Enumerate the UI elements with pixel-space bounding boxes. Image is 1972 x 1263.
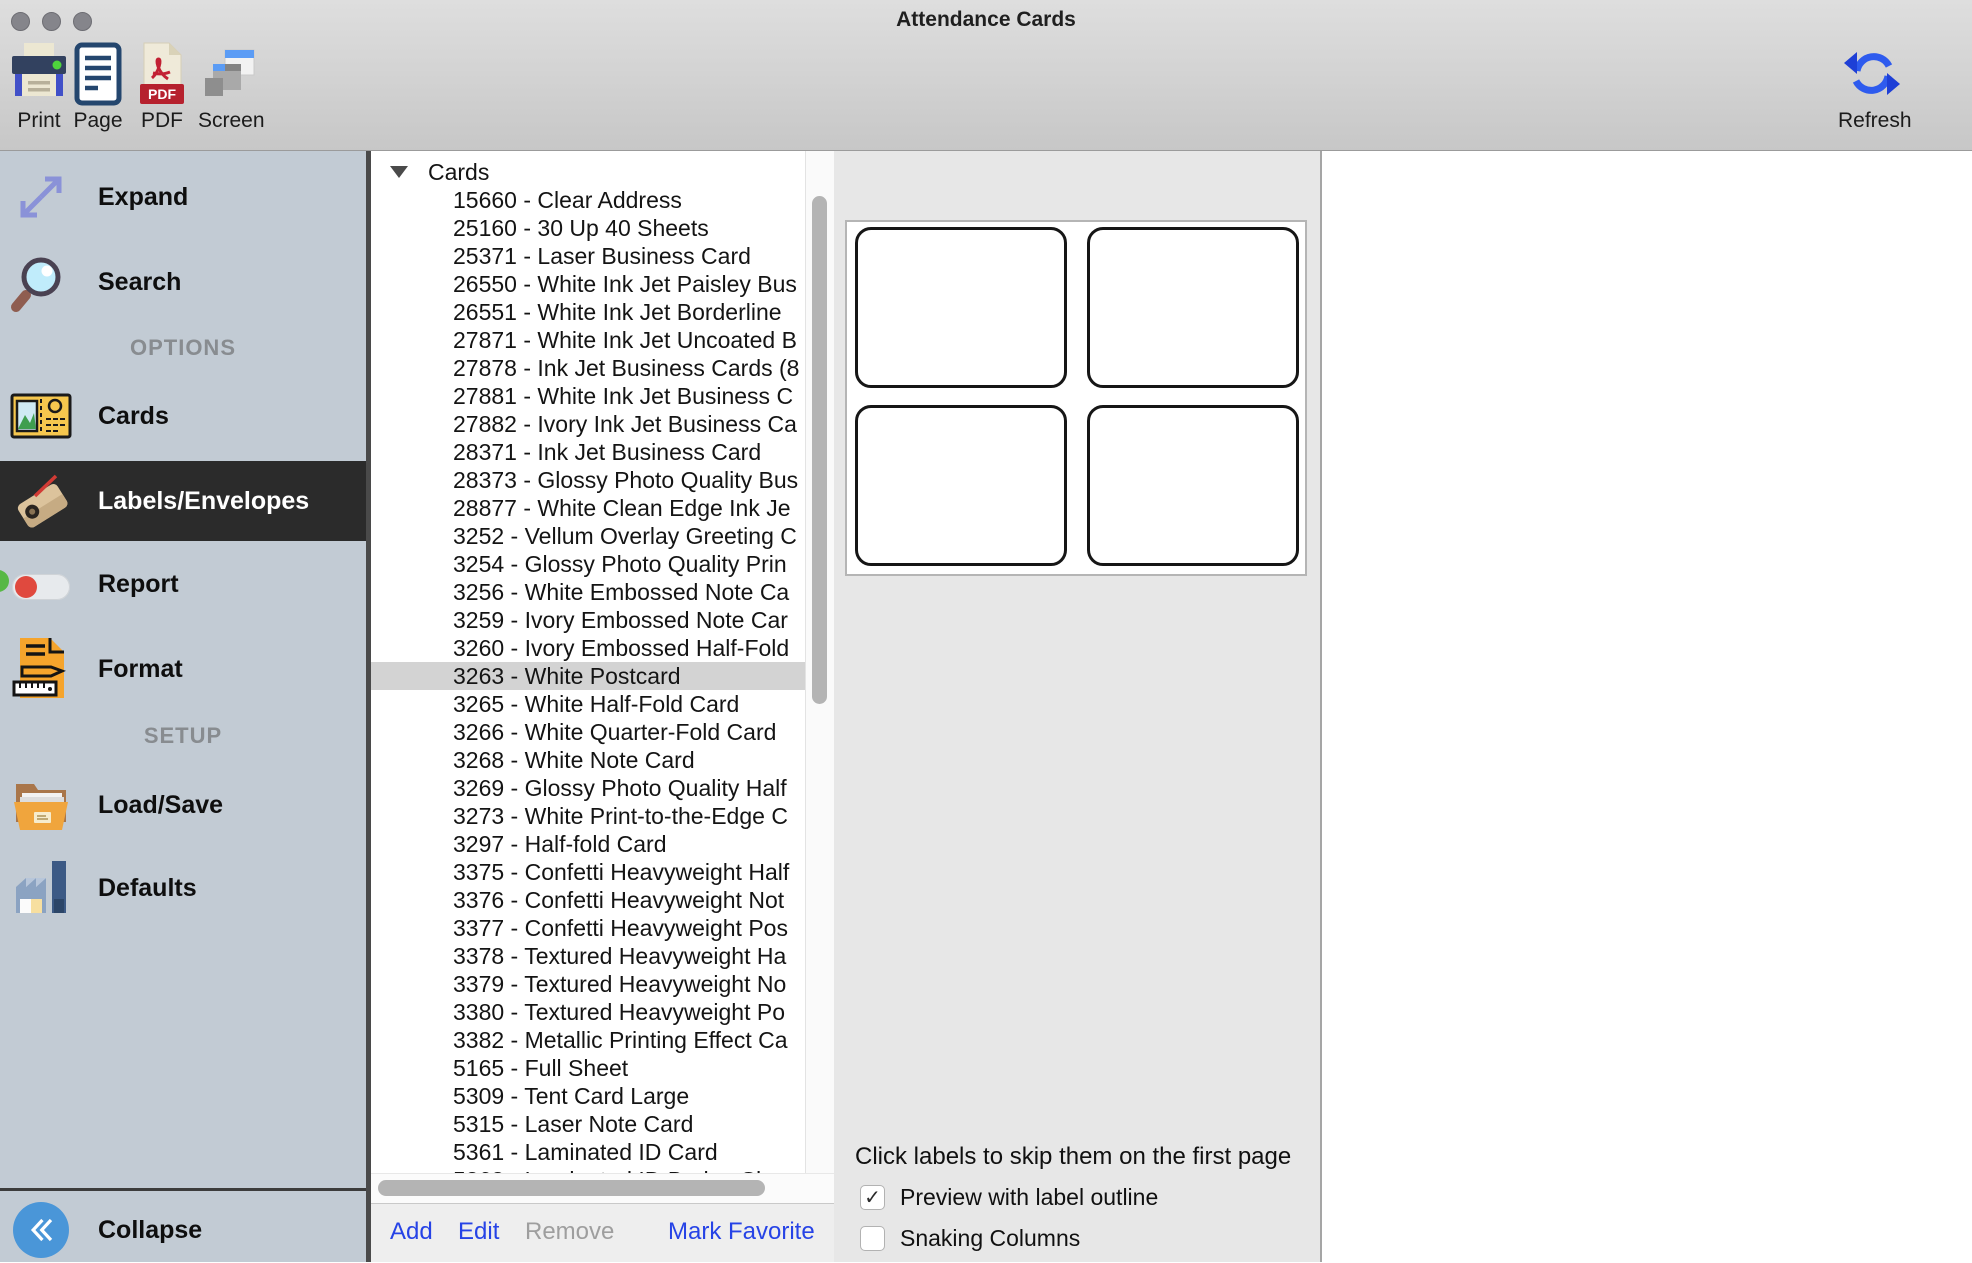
toolbar [0, 0, 1972, 151]
page-icon [74, 42, 122, 106]
list-item[interactable]: 3256 - White Embossed Note Ca [453, 579, 790, 605]
preview-outline-checkbox-row [860, 1184, 1158, 1211]
postcard-icon [10, 393, 72, 439]
list-item[interactable]: 28371 - Ink Jet Business Card [453, 439, 762, 465]
collapse-label: Collapse [98, 1215, 203, 1244]
refresh-icon [1843, 42, 1901, 106]
list-item[interactable]: 3379 - Textured Heavyweight No [453, 971, 787, 997]
sidebar-item-cards[interactable] [0, 376, 366, 456]
label-outline-cell[interactable] [1087, 227, 1299, 388]
print-label: Print [17, 109, 61, 132]
sidebar-item-defaults[interactable] [0, 848, 366, 928]
list-item[interactable]: 27882 - Ivory Ink Jet Business Ca [453, 411, 797, 437]
label-outline-cell[interactable] [855, 405, 1067, 566]
toggles-icon [10, 568, 72, 600]
list-item[interactable]: 5309 - Tent Card Large [453, 1083, 690, 1109]
list-item[interactable]: 27871 - White Ink Jet Uncoated B [453, 327, 797, 353]
window-title: Attendance Cards [896, 8, 1076, 31]
list-item[interactable]: 5315 - Laser Note Card [453, 1111, 694, 1137]
list-item[interactable]: 5361 - Laminated ID Card [453, 1139, 718, 1165]
snaking-columns-checkbox[interactable] [860, 1226, 885, 1251]
list-item[interactable]: 3269 - Glossy Photo Quality Half [453, 775, 787, 801]
list-item[interactable]: 3273 - White Print-to-the-Edge C [453, 803, 788, 829]
preview-outline-checkbox-label: Preview with label outline [900, 1184, 1159, 1210]
sidebar-label-expand: Expand [98, 182, 189, 211]
list-item[interactable]: 15660 - Clear Address [453, 187, 682, 213]
sidebar-item-format[interactable] [0, 629, 366, 709]
list-item[interactable]: 26550 - White Ink Jet Paisley Bus [453, 271, 797, 297]
list-item[interactable]: 25160 - 30 Up 40 Sheets [453, 215, 709, 241]
sidebar-label-search: Search [98, 267, 182, 296]
sidebar-header-setup: SETUP [143, 723, 223, 748]
list-item[interactable]: 3376 - Confetti Heavyweight Not [453, 887, 785, 913]
page-button[interactable] [72, 42, 124, 142]
tree-root-row[interactable] [371, 158, 805, 186]
printer-icon [11, 42, 67, 106]
list-item[interactable]: 25371 - Laser Business Card [453, 243, 751, 269]
pdf-label: PDF [141, 109, 183, 132]
list-item[interactable]: 3382 - Metallic Printing Effect Ca [453, 1027, 788, 1053]
screen-label: Screen [198, 109, 265, 132]
list-item[interactable]: 3375 - Confetti Heavyweight Half [453, 859, 790, 885]
sidebar [0, 151, 366, 1262]
sidebar-label-format: Format [98, 654, 183, 683]
empty-content-area [1322, 151, 1972, 1262]
list-item[interactable]: 3377 - Confetti Heavyweight Pos [453, 915, 788, 941]
label-outline-cell[interactable] [855, 227, 1067, 388]
screen-icon [201, 42, 257, 106]
collapse-button[interactable] [0, 1200, 366, 1260]
screen-button[interactable] [198, 42, 265, 142]
sidebar-label-defaults: Defaults [98, 873, 197, 902]
pdf-icon [138, 42, 186, 106]
sidebar-label-cards: Cards [98, 401, 169, 430]
tag-icon [10, 469, 72, 533]
list-item[interactable]: 3260 - Ivory Embossed Half-Fold [453, 635, 790, 661]
preview-sheet [845, 220, 1307, 576]
horizontal-scrollbar-track[interactable] [371, 1173, 834, 1203]
sidebar-label-load-save: Load/Save [98, 790, 224, 819]
list-item[interactable]: 3259 - Ivory Embossed Note Car [453, 607, 788, 633]
sidebar-item-search[interactable] [0, 242, 366, 322]
card-list-panel [366, 151, 834, 1262]
skip-labels-hint: Click labels to skip them on the first page [855, 1143, 1292, 1170]
preview-outline-checkbox[interactable]: ✓ [860, 1185, 885, 1210]
sidebar-divider [0, 1188, 366, 1191]
search-icon [10, 252, 72, 312]
refresh-label: Refresh [1838, 109, 1912, 132]
sidebar-item-load-save[interactable] [0, 765, 366, 845]
list-footer [371, 1203, 834, 1262]
mark-favorite-button[interactable]: Mark Favorite [668, 1218, 815, 1245]
tree-root-label: Cards [428, 159, 490, 185]
horizontal-scrollbar-thumb[interactable] [378, 1180, 765, 1196]
remove-button: Remove [525, 1218, 615, 1245]
sidebar-item-report[interactable] [0, 544, 366, 624]
list-item[interactable]: 3263 - White Postcard [371, 662, 805, 690]
disclosure-triangle-icon[interactable] [390, 166, 408, 178]
refresh-button[interactable] [1838, 42, 1912, 142]
collapse-icon [10, 1202, 72, 1258]
list-item[interactable]: 3268 - White Note Card [453, 747, 695, 773]
list-item[interactable]: 28877 - White Clean Edge Ink Je [453, 495, 791, 521]
list-item[interactable]: 5165 - Full Sheet [453, 1055, 629, 1081]
list-item[interactable]: 27881 - White Ink Jet Business C [453, 383, 794, 409]
sidebar-item-labels-envelopes[interactable] [0, 461, 366, 541]
page-label: Page [73, 109, 123, 132]
sidebar-label-report: Report [98, 569, 179, 598]
card-list [371, 151, 805, 1173]
list-item[interactable]: 3254 - Glossy Photo Quality Prin [453, 551, 787, 577]
svg-text:PDF: PDF [148, 86, 176, 102]
edit-button[interactable]: Edit [458, 1218, 500, 1245]
list-item[interactable]: 3265 - White Half-Fold Card [453, 691, 740, 717]
snaking-columns-checkbox-label: Snaking Columns [900, 1225, 1081, 1251]
snaking-columns-checkbox-row [860, 1225, 1080, 1252]
pdf-button[interactable] [136, 42, 188, 142]
factory-icon [10, 859, 72, 917]
format-icon [10, 636, 72, 702]
print-button[interactable] [8, 42, 70, 142]
label-outline-cell[interactable] [1087, 405, 1299, 566]
vertical-scrollbar-track[interactable] [805, 151, 834, 1173]
sidebar-label-labels-envelopes: Labels/Envelopes [98, 486, 310, 515]
label-preview-panel [834, 151, 1322, 1262]
vertical-scrollbar-thumb[interactable] [812, 196, 827, 704]
list-item[interactable]: 3380 - Textured Heavyweight Po [453, 999, 785, 1025]
sidebar-header-options: OPTIONS [129, 335, 236, 360]
list-item[interactable]: 3266 - White Quarter-Fold Card [453, 719, 777, 745]
folder-icon [10, 776, 72, 834]
list-item[interactable]: 27878 - Ink Jet Business Cards (8 [453, 355, 800, 381]
list-item[interactable]: 28373 - Glossy Photo Quality Bus [453, 467, 799, 493]
list-item[interactable]: 26551 - White Ink Jet Borderline [453, 299, 782, 325]
list-item[interactable]: 3252 - Vellum Overlay Greeting C [453, 523, 797, 549]
sidebar-item-expand[interactable] [0, 157, 366, 237]
list-item[interactable]: 3297 - Half-fold Card [453, 831, 667, 857]
expand-icon [10, 167, 72, 227]
list-item[interactable]: 3378 - Textured Heavyweight Ha [453, 943, 787, 969]
add-button[interactable]: Add [390, 1218, 433, 1245]
